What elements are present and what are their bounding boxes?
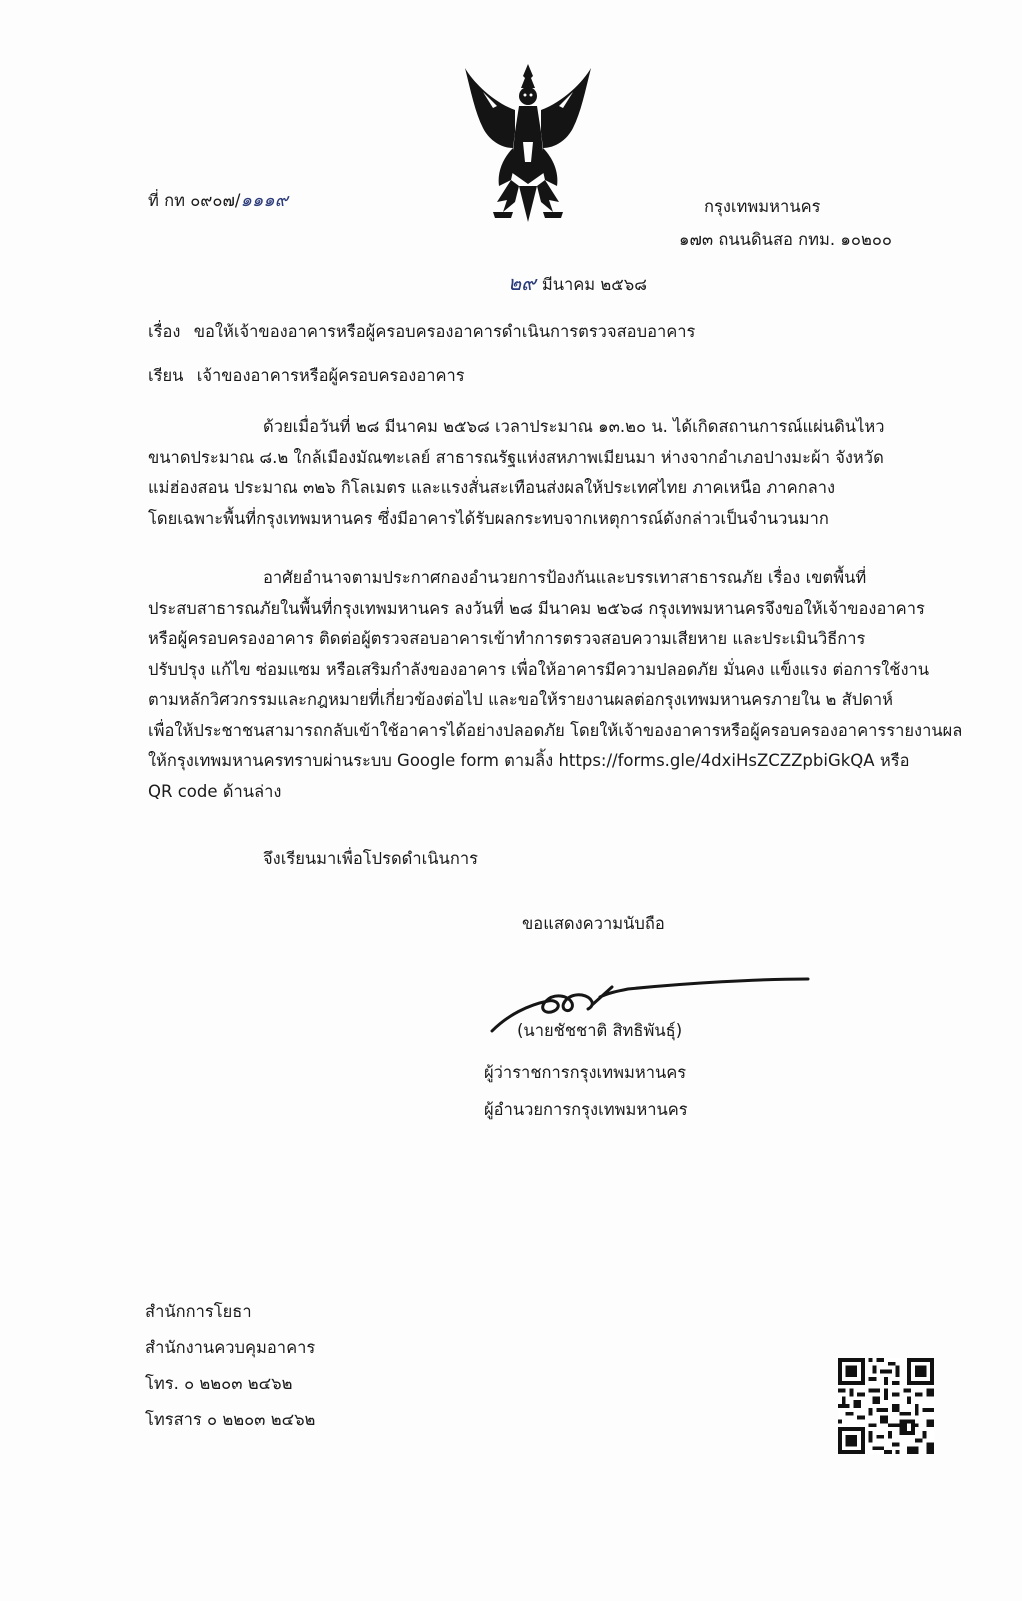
footer-dept-2: สำนักงานควบคุมอาคาร <box>145 1338 316 1357</box>
paragraph-1-line: ขนาดประมาณ ๘.๒ ใกล้เมืองมัณฑะเลย์ สาธารณรัฐแห่งสหภาพเมียนมา ห่างจากอำเภอปางมะผ้า จังหวัด <box>148 447 884 467</box>
recipient-label: เรียน <box>148 366 184 385</box>
paragraph-1-line: ด้วยเมื่อวันที่ ๒๘ มีนาคม ๒๕๖๘ เวลาประมาณ ๑๓.๒๐ น. ได้เกิดสถานการณ์แผ่นดินไหว <box>263 417 885 436</box>
paragraph-2-line: เพื่อให้ประชาชนสามารถกลับเข้าใช้อาคารได้อย่างปลอดภัย โดยให้เจ้าของอาคารหรือผู้ครอบครองอาคารรายงานผล <box>148 720 963 740</box>
recipient-line <box>148 365 465 387</box>
paragraph-2-line: ให้กรุงเทพมหานครทราบผ่านระบบ Google form ตามลิ้ง https://forms.gle/4dxiHsZCZZpbiGkQA หรือ <box>148 751 910 770</box>
signatory-title-2: ผู้อำนวยการกรุงเทพมหานคร <box>484 1100 688 1119</box>
footer-fax: โทรสาร ๐ ๒๒๐๓ ๒๔๖๒ <box>145 1410 316 1429</box>
reference-prefix: ที่ กท ๐๙๐๗/ <box>148 191 241 210</box>
sender-address: ๑๗๓ ถนนดินสอ กทม. ๑๐๒๐๐ <box>679 230 892 249</box>
footer-dept-1: สำนักการโยธา <box>145 1302 252 1321</box>
sender-name: กรุงเทพมหานคร <box>704 197 821 216</box>
paragraph-2-line: ตามหลักวิศวกรรมและกฎหมายที่เกี่ยวข้องต่อไป และขอให้รายงานผลต่อกรุงเทพมหานครภายใน ๒ สัปดาห์ <box>148 690 894 709</box>
signatory-name: (นายชัชชาติ สิทธิพันธุ์) <box>517 1021 683 1040</box>
date-day: ๒๙ <box>508 271 536 295</box>
paragraph-2 <box>148 563 963 807</box>
reference-number: ๑๑๑๙ <box>240 190 288 211</box>
garuda-emblem-icon <box>453 62 603 232</box>
paragraph-2-line: อาศัยอำนาจตามประกาศกองอำนวยการป้องกันและบรรเทาสาธารณภัย เรื่อง เขตพื้นที่ <box>263 568 867 587</box>
paragraph-2-line: หรือผู้ครอบครองอาคาร ติดต่อผู้ตรวจสอบอาคารเข้าทำการตรวจสอบความเสียหาย และประเมินวิธีการ <box>148 629 866 648</box>
qr-code[interactable] <box>838 1358 934 1454</box>
paragraph-2-line: ประสบสาธารณภัยในพื้นที่กรุงเทพมหานคร ลงวันที่ ๒๘ มีนาคม ๒๕๖๘ กรุงเทพมหานครจึงขอให้เจ้าของอาคาร <box>148 598 925 618</box>
date-month-year: มีนาคม ๒๕๖๘ <box>541 275 647 294</box>
paragraph-2-line: ปรับปรุง แก้ไข ซ่อมแซม หรือเสริมกำลังของอาคาร เพื่อให้อาคารมีความปลอดภัย มั่นคง แข็งแรง ต่อการใช้งาน <box>148 659 930 679</box>
recipient-text: เจ้าของอาคารหรือผู้ครอบครองอาคาร <box>196 366 465 385</box>
subject-text: ขอให้เจ้าของอาคารหรือผู้ครอบครองอาคารดำเนินการตรวจสอบอาคาร <box>193 322 696 341</box>
paragraph-1 <box>148 412 938 534</box>
signatory-title-1: ผู้ว่าราชการกรุงเทพมหานคร <box>484 1063 687 1082</box>
letter-date <box>508 272 647 296</box>
complimentary-close: ขอแสดงความนับถือ <box>522 914 665 933</box>
paragraph-1-line: โดยเฉพาะพื้นที่กรุงเทพมหานคร ซึ่งมีอาคารได้รับผลกระทบจากเหตุการณ์ดังกล่าวเป็นจำนวนมาก <box>148 508 829 528</box>
paragraph-2-line: QR code ด้านล่าง <box>148 781 282 801</box>
subject-label: เรื่อง <box>148 322 181 341</box>
closing-request: จึงเรียนมาเพื่อโปรดดำเนินการ <box>263 849 478 868</box>
paragraph-1-line: แม่ฮ่องสอน ประมาณ ๓๒๖ กิโลเมตร และแรงสั่นสะเทือนส่งผลให้ประเทศไทย ภาคเหนือ ภาคกลาง <box>148 478 836 497</box>
footer-phone: โทร. ๐ ๒๒๐๓ ๒๔๖๒ <box>145 1374 293 1393</box>
subject-line <box>148 321 695 343</box>
reference-line <box>148 190 288 212</box>
